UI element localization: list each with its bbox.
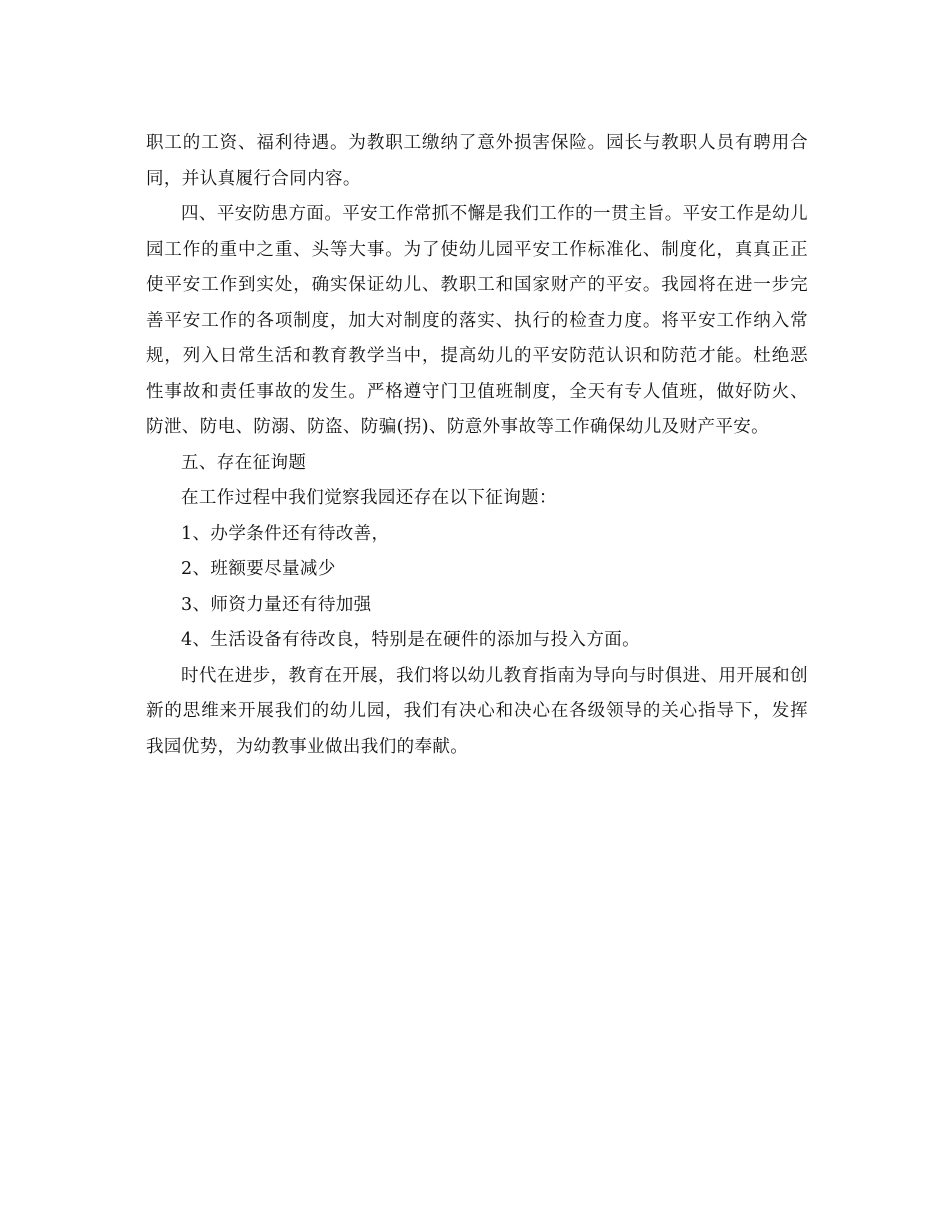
list-item-3: 3、师资力量还有待加强 bbox=[181, 594, 372, 615]
document-body bbox=[146, 126, 808, 765]
list-item-1: 1、办学条件还有待改善， bbox=[181, 523, 390, 544]
paragraph-continuation: 职工的工资、福利待遇。为教职工缴纳了意外损害保险。园长与教职人员有聘用合同，并认真履行合同内容。 bbox=[146, 133, 808, 189]
list-item-4: 4、生活设备有待改良，特别是在硬件的添加与投入方面。 bbox=[181, 630, 641, 650]
paragraph-problems-intro: 在工作过程中我们觉察我园还存在以下征询题： bbox=[181, 488, 557, 508]
paragraph-conclusion: 时代在进步，教育在开展，我们将以幼儿教育指南为导向与时俱进、用开展和创新的思维来开展我们的幼儿园，我们有决心和决心在各级领导的关心指导下，发挥我园优势，为幼教事业做出我们的奉献。 bbox=[146, 665, 808, 757]
section-heading-problems: 五、存在征询题 bbox=[181, 452, 307, 473]
paragraph-safety: 四、平安防患方面。平安工作常抓不懈是我们工作的一贯主旨。平安工作是幼儿园工作的重中之重、头等大事。为了使幼儿园平安工作标准化、制度化，真真正正使平安工作到实处，确实保证幼儿、教职工和国家财产的平安。我园将在进一步完善平安工作的各项制度，加大对制度的落实、执行的检查力度。将平安工作纳入常规，列入日常生活和教育教学当中，提高幼儿的平安防范认识和防范才能。杜绝恶性事故和责任事故的发生。严格遵守门卫值班制度，全天有专人值班，做好防火、防泄、防电、防溺、防盗、防骗(拐)、防意外事故等工作确保幼儿及财产平安。 bbox=[146, 204, 808, 437]
list-item-2: 2、班额要尽量减少 bbox=[181, 559, 336, 579]
